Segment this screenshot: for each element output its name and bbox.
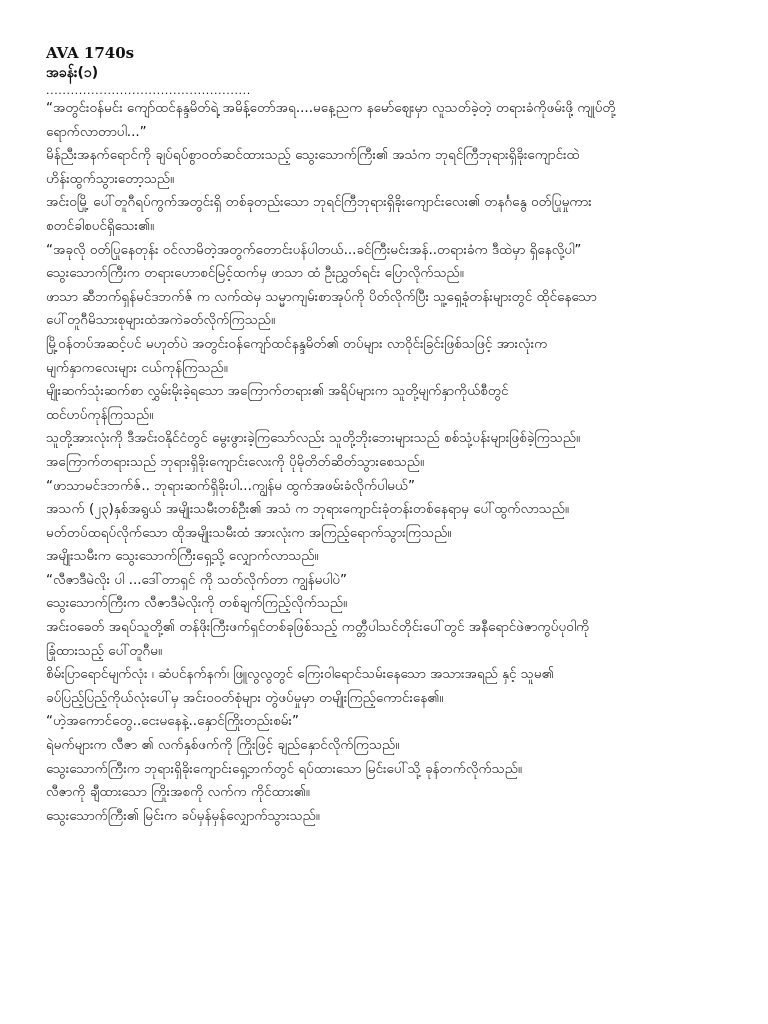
separator-dots: ..................................................	[46, 85, 251, 97]
body-text-line: စတင်ခါစပင်ရှိသေး၏။	[46, 217, 155, 234]
body-text-line: သွေးသောက်ကြီး၏ မြင်းက ခပ်မှန်မှန်လျှောက်သွားသည်။	[46, 807, 320, 824]
body-text-line: ဟိန်းထွက်သွားတော့သည်။	[46, 170, 175, 187]
body-text-line: မိန်ညီးအနက်ရောင်ကို ချပ်ရပ်စွာဝတ်ဆင်ထားသည့် သွေးသောက်ကြီး၏ အသံက ဘုရင်ကြီဘုရားရှိခိုးကျောင်းထဲ	[46, 147, 580, 164]
body-text-line: ရောက်လာတာပါ...”	[46, 123, 147, 140]
body-text-line: အင်းဝမြို့ ပေါ်တူဂီရပ်ကွက်အတွင်းရှိ တစ်ခုတည်းသော ဘုရင်ကြီဘုရားရှိခိုးကျောင်းလေး၏ တနင်္ဂနွေ ဝတ်ပြုမှုကား	[46, 194, 592, 211]
body-text-line: ဖာသာ ဆီဘက်ရှန်မင်ဒဘက်ဇ် က လက်ထဲမှ သမ္မာကျမ်းစာအုပ်ကို ပိတ်လိုက်ပြီး သူ့ရှေ့ခုံတန်းများတွင် ထိုင်နေသော	[46, 288, 597, 305]
body-text-line: “ဖာသာမင်ဒဘက်ဇ်.. ဘုရားဆက်ရှိခိုးပါ...ကျွန်မ ထွက်အဖမ်းခံလိုက်ပါမယ်”	[46, 477, 416, 494]
body-text-line: “လီဇာဒီမဲလိုး ပါ ...ဒေါ်တာရှင် ကို သတ်လိုက်တာ ကျွန်မပါပဲ”	[46, 571, 348, 588]
body-text-line: မတ်တပ်ထရပ်လိုက်သော ထိုအမျိုးသမီးထံ အားလုံးက အကြည့်ရောက်သွားကြသည်။	[46, 524, 452, 541]
body-text-line: ရဲမက်များက လီဇာ ၏ လက်နှစ်ဖက်ကို ကြိုးဖြင့် ချည်နှောင်လိုက်ကြသည်။	[46, 737, 400, 754]
body-text-line: “ဟဲ့အကောင်တွေ..ငေးမနေနဲ့..နှောင်ကြိုးတည်းစမ်း”	[46, 713, 299, 730]
chapter-heading: အခန်း(၁)	[46, 65, 99, 81]
body-text-line: ခြုံထားသည့် ပေါ်တူဂီမ။	[46, 642, 163, 659]
document-body	[46, 97, 736, 828]
body-text-line: မျိုးဆက်သုံးဆက်စာ လွှမ်းမိုးခဲ့ရသော အကြောက်တရား၏ အရိပ်များက သူတို့မျက်နှာကိုယ်စီတွင်	[46, 383, 509, 400]
body-text-line: အမျိုးသမီးက သွေးသောက်ကြီးရှေ့သို့ လျှောက်လာသည်။	[46, 548, 319, 565]
body-text-line: ထင်ဟပ်ကုန်ကြသည်။	[46, 406, 154, 423]
body-text-line: လီဇာကို ချီထားသော ကြိုးအစကို လက်က ကိုင်ထား၏။	[46, 784, 310, 801]
body-text-line: ခပ်ပြည့်ပြည့်ကိုယ်လုံးပေါ်မှ အင်းဝဝတ်စုံများ တွဲဖပ်မှုမှာ တမျိုးကြည့်ကောင်းနေ၏။	[46, 689, 444, 706]
body-text-line: အသက် (၂၃)နှစ်အရွယ် အမျိုးသမီးတစ်ဦး၏ အသံ က ဘုရားကျောင်းခုံတန်းတစ်နေရာမှ ပေါ်ထွက်လာသည်။	[46, 501, 569, 518]
document-title: AVA 1740s	[46, 44, 135, 62]
body-text-line: “အခုလို ဝတ်ပြုနေတုန်း ဝင်လာမိတဲ့အတွက်တောင်းပန်ပါတယ်...ခင်ကြီးမင်းအန်..တရားခံက ဒီထဲမှာ ရှိနေလို့ပါ”	[46, 241, 582, 258]
body-text-line: အင်းဝခေတ် အရပ်သူတို့၏ တန်ဖိုးကြီးဖက်ရှင်တစ်ခုဖြစ်သည့် ကတ္တီပါသင်တိုင်းပေါ်တွင် အနီရောင်ဖဲဇာကွပ်ပုဝါကို	[46, 619, 590, 636]
body-text-line: မျက်နှာကလေးများ ငယ်ကုန်ကြသည်။	[46, 359, 228, 376]
body-text-line: သွေးသောက်ကြီးက လီဇာဒီမဲလိုးကို တစ်ချက်ကြည့်လိုက်သည်။	[46, 595, 348, 612]
body-text-line: “အတွင်းဝန်မင်း ကျော်ထင်နန္ဒမိတ်ရဲ့ အမိန့်တော်အရ....မနေ့ညက နမော်ဈေးမှာ လူသတ်ခဲ့တဲ့ တရားခံကိုဖမ်းဖို့ ကျုပ်တို့	[46, 100, 616, 116]
body-text-line: အကြောက်တရားသည် ဘုရားရှိခိုးကျောင်းလေးကို ပိုမိုတိတ်ဆိတ်သွားစေသည်။	[46, 453, 425, 470]
body-text-line: မြို့ဝန်တပ်အဆင့်ပင် မဟုတ်ပဲ အတွင်းဝန်ကျော်ထင်နန္ဒမိတ်၏ တပ်များ လာဝိုင်းခြင်းဖြစ်သဖြင့် အားလုံးက	[46, 335, 548, 352]
document-page	[46, 44, 736, 828]
body-text-line: သွေးသောက်ကြီးက တရားဟောစင်မြင့်ထက်မှ ဖာသာ ထံ ဦးညွှတ်ရင်း ပြောလိုက်သည်။	[46, 265, 464, 282]
body-text-line: စိမ်းပြာရောင်မျက်လုံး ၊ ဆံပင်နက်နက်၊ ဖြူလွလွတွင် ကြေးဝါရောင်သမ်းနေသော အသားအရည် နှင့် သူမ၏	[46, 666, 554, 683]
body-text-line: ပေါ်တူဂီမိသားစုများထံအကဲခတ်လိုက်ကြသည်။	[46, 312, 276, 329]
body-text-line: သွေးသောက်ကြီးက ဘုရားရှိခိုးကျောင်းရှေ့ဘက်တွင် ရပ်ထားသော မြင်းပေါ်သို့ ခုန်တက်လိုက်သည်။	[46, 760, 522, 777]
body-text-line: သူတို့အားလုံးကို ဒီအင်းဝနိုင်ငံတွင် မွေးဖွားခဲ့ကြသော်လည်း သူတို့ဘိုးဘေးများသည် စစ်သုံ့ပန်းများဖြစ်ခဲ့ကြသည်။	[46, 430, 581, 447]
